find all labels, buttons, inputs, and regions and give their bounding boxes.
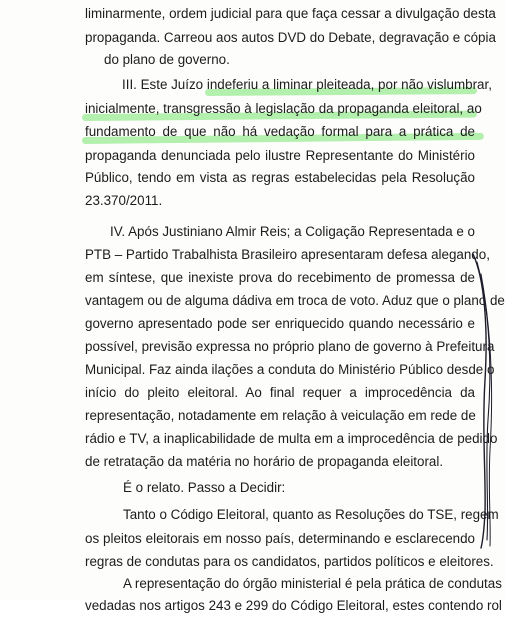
text-line: PTB – Partido Trabalhista Brasileiro apresentaram defesa alegando, bbox=[85, 247, 490, 262]
text-line: III. Este Juízo indeferiu a liminar pleiteada, por não vislumbrar, bbox=[122, 77, 492, 92]
text-line: vantagem ou de alguma dádiva em troca de voto. Aduz que o plano de bbox=[85, 293, 505, 308]
text-line: possível, previsão expressa no próprio plano de governo à Prefeitura bbox=[85, 339, 495, 354]
text-line: IV. Após Justiniano Almir Reis; a Coligação Representada e o bbox=[110, 224, 475, 239]
text-line: os pleitos eleitorais em nosso país, determinando e esclarecendo bbox=[85, 531, 475, 546]
text-line: regras de condutas para os candidatos, partidos políticos e eleitores. bbox=[85, 554, 494, 569]
text-line: Tanto o Código Eleitoral, quanto as Resoluções do TSE, regem bbox=[123, 507, 499, 522]
text-line: governo apresentado pode ser enriquecido quando necessário e bbox=[85, 316, 475, 331]
text-line: início do pleito eleitoral. Ao final requer a improcedência da bbox=[85, 385, 475, 400]
text-line: Municipal. Faz ainda ilações a conduta do Ministério Público desde o bbox=[85, 362, 495, 377]
text-line: Público, tendo em vista as regras estabelecidas pela Resolução bbox=[85, 170, 475, 185]
text-line: liminarmente, ordem judicial para que faça cessar a divulgação desta bbox=[85, 6, 496, 21]
text-line: propaganda. Carreou aos autos DVD do Debate, degravação e cópia bbox=[85, 30, 496, 45]
text-line: de retratação da matéria no horário de propaganda eleitoral. bbox=[85, 454, 444, 469]
text-line: vedadas nos artigos 243 e 299 do Código Eleitoral, estes contendo rol bbox=[85, 598, 502, 613]
text-line: do plano de governo. bbox=[104, 52, 230, 67]
text-line: fundamento de que não há vedação formal para a prática de bbox=[85, 124, 475, 139]
text-line: em síntese, que inexiste prova do recebimento de promessa de bbox=[85, 270, 475, 285]
text-line: inicialmente, transgressão à legislação da propaganda eleitoral, ao bbox=[85, 101, 482, 116]
text-line: representação, notadamente em relação à veiculação em rede de bbox=[85, 408, 476, 423]
text-line: A representação do órgão ministerial é pela prática de condutas bbox=[123, 576, 502, 591]
text-line: É o relato. Passo a Decidir: bbox=[123, 480, 286, 495]
text-line: propaganda denunciada pelo ilustre Representante do Ministério bbox=[85, 148, 475, 163]
text-line: rádio e TV, a inaplicabilidade de multa em a improcedência de pedido bbox=[85, 431, 498, 446]
text-line: 23.370/2011. bbox=[85, 193, 163, 208]
handwritten-margin-bracket bbox=[455, 250, 500, 550]
